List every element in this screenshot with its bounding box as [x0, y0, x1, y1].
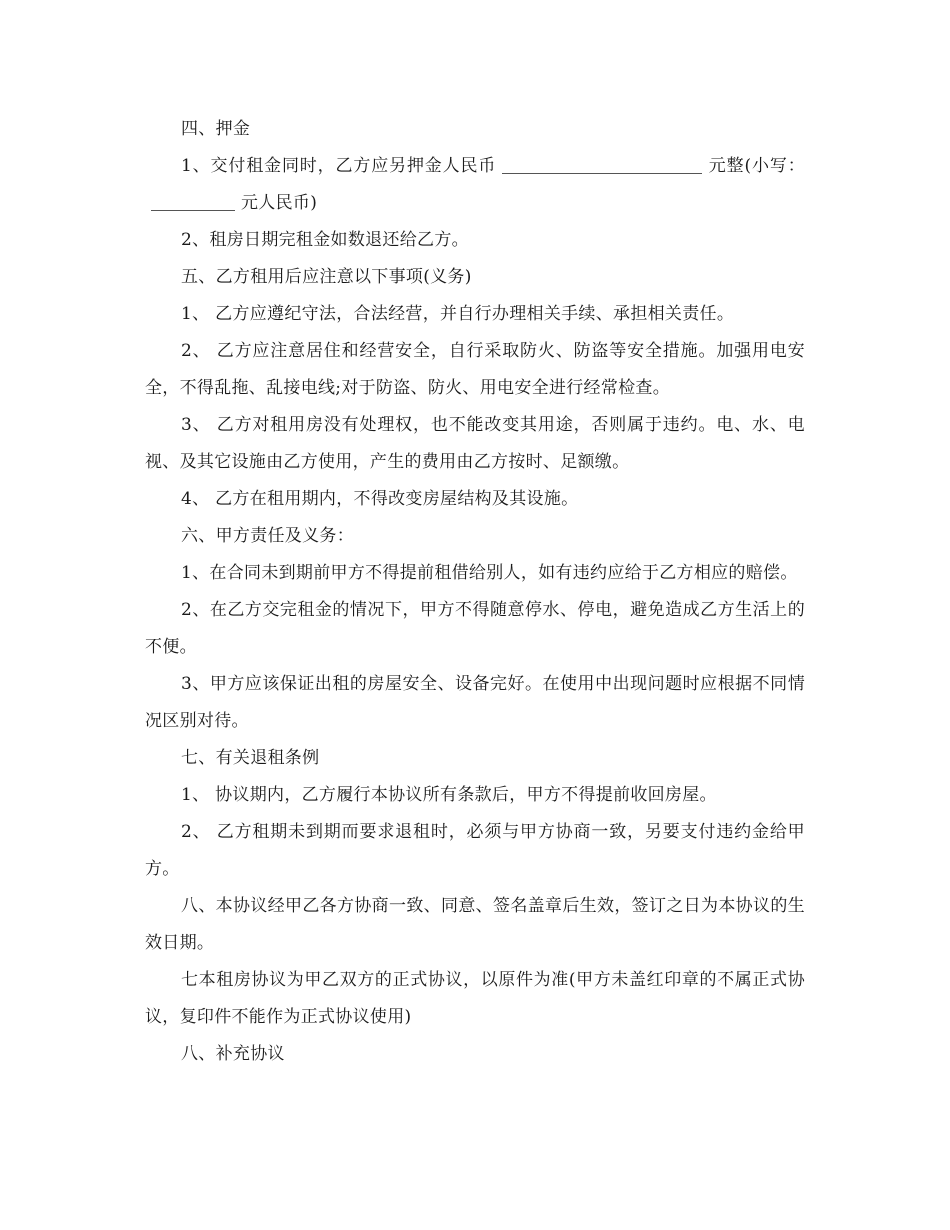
clause-official-copy: 七本租房协议为甲乙双方的正式协议，以原件为准(甲方未盖红印章的不属正式协议，复印件不能作为正式协议使用): [145, 970, 805, 1027]
clause-landlord-2: 2、在乙方交完租金的情况下，甲方不得随意停水、停电，避免造成乙方生活上的不便。: [145, 600, 805, 657]
clause-tenant-2: 2、 乙方应注意居住和经营安全，自行采取防火、防盗等安全措施。加强用电安全，不得乱拖、乱接电线;对于防盗、防火、用电安全进行经常检查。: [145, 341, 805, 398]
clause-deposit-1-mid: 元整(小写：: [708, 156, 806, 176]
clause-deposit-1-tail: 元人民币): [241, 193, 318, 213]
document-page: [145, 111, 805, 1073]
clause-effective: 八、本协议经甲乙各方协商一致、同意、签名盖章后生效，签订之日为本协议的生效日期。: [145, 896, 805, 953]
heading-tenant-duties: 五、乙方租用后应注意以下事项(义务): [181, 267, 472, 287]
heading-supplementary: 八、补充协议: [181, 1044, 285, 1064]
clause-tenant-4: 4、 乙方在租用期内，不得改变房屋结构及其设施。: [181, 489, 579, 509]
clause-termination-2: 2、 乙方租期未到期而要求退租时，必须与甲方协商一致，另要支付违约金给甲方。: [145, 822, 805, 879]
deposit-amount-blank[interactable]: [502, 156, 702, 174]
clause-termination-1: 1、 协议期内，乙方履行本协议所有条款后，甲方不得提前收回房屋。: [181, 785, 717, 805]
clause-landlord-3: 3、甲方应该保证出租的房屋安全、设备完好。在使用中出现问题时应根据不同情况区别对待。: [145, 674, 805, 731]
clause-landlord-1: 1、在合同未到期前甲方不得提前租借给别人，如有违约应给于乙方相应的赔偿。: [181, 563, 798, 583]
clause-deposit-1-lead: 1、交付租金同时，乙方应另押金人民币: [181, 156, 497, 176]
deposit-amount-small-blank[interactable]: [151, 193, 235, 211]
clause-deposit-2: 2、租房日期完租金如数退还给乙方。: [181, 230, 469, 250]
clause-tenant-3: 3、 乙方对租用房没有处理权，也不能改变其用途，否则属于违约。电、水、电视、及其它设施由乙方使用，产生的费用由乙方按时、足额缴。: [145, 415, 805, 472]
clause-deposit-1: [145, 148, 805, 222]
heading-termination: 七、有关退租条例: [181, 748, 320, 768]
heading-landlord-duties: 六、甲方责任及义务：: [181, 526, 354, 546]
clause-tenant-1: 1、 乙方应遵纪守法，合法经营，并自行办理相关手续、承担相关责任。: [181, 304, 735, 324]
heading-deposit: 四、押金: [181, 119, 251, 139]
